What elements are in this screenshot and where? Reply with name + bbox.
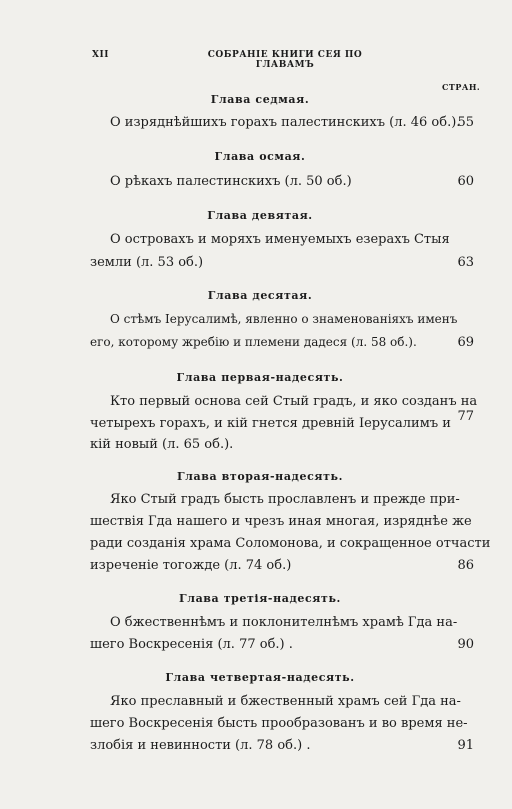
- chapter-text-line: шего Воскресенія бысть прообразованъ и во время не-: [90, 716, 468, 731]
- chapter-text-line: Яко Стый градъ бысть прославленъ и прежде при-: [110, 492, 460, 507]
- chapter-text-line: злобія и невинности (л. 78 об.) .: [90, 738, 311, 753]
- page-column-label: СТРАН.: [442, 82, 481, 92]
- chapter-text-line: изреченіе тогожде (л. 74 об.): [90, 558, 292, 573]
- chapter-text-line: О изряднѣйшихъ горахъ палестинскихъ (л. 46 об.).: [110, 115, 461, 130]
- chapter-text-line: Яко преславный и бжественный храмъ сей Гда на-: [110, 694, 461, 709]
- running-title: СОБРАНІЕ КНИГИ СЕЯ ПО ГЛАВАМЪ: [207, 50, 363, 70]
- chapter-text-line: земли (л. 53 об.): [90, 255, 204, 270]
- page-number: 55: [457, 115, 474, 130]
- chapter-title: Глава седмая.: [210, 93, 310, 106]
- chapter-title: Глава вторая-надесять.: [176, 470, 344, 483]
- chapter-title: Глава десятая.: [207, 289, 313, 302]
- chapter-title: Глава первая-надесять.: [176, 371, 344, 384]
- chapter-text-line: О бжественнѣмъ и поклонителнѣмъ храмѣ Гда на-: [110, 615, 458, 630]
- chapter-title: Глава четвертая-надесять.: [165, 671, 355, 684]
- chapter-text-line: шествія Гда нашего и чрезъ иная многая, изряднѣе же: [90, 514, 472, 529]
- chapter-text-line: ради созданія храма Соломонова, и сокращенное отчасти: [90, 536, 491, 551]
- chapter-title: Глава осмая.: [214, 150, 306, 163]
- page-number: 63: [457, 255, 474, 270]
- page-number: 60: [457, 174, 474, 189]
- page-number: 77: [457, 409, 474, 424]
- page-number: 90: [457, 637, 474, 652]
- chapter-text-line: четырехъ горахъ, и кій гнется древній Іерусалимъ и: [90, 416, 451, 431]
- chapter-text-line: О островахъ и моряхъ именуемыхъ езерахъ Стыя: [110, 232, 450, 247]
- chapter-title: Глава третія-надесять.: [179, 592, 341, 605]
- chapter-text-line: Кто первый основа сей Стый градъ, и яко созданъ на: [110, 394, 478, 409]
- chapter-title: Глава девятая.: [207, 209, 313, 222]
- chapter-text-line: О рѣкахъ палестинскихъ (л. 50 об.): [110, 174, 352, 189]
- chapter-text-line: О стѣмъ Іерусалимѣ, явленно о знаменованіяхъ именъ: [110, 312, 458, 326]
- chapter-text-line: шего Воскресенія (л. 77 об.) .: [90, 637, 293, 652]
- chapter-text-line: его, которому жребію и племени дадеся (л. 58 об.).: [90, 335, 417, 349]
- chapter-text-line: кій новый (л. 65 об.).: [90, 437, 234, 452]
- page-numeral: XII: [92, 50, 109, 60]
- page-number: 91: [457, 738, 474, 753]
- page-number: 86: [457, 558, 474, 573]
- page-number: 69: [457, 335, 474, 350]
